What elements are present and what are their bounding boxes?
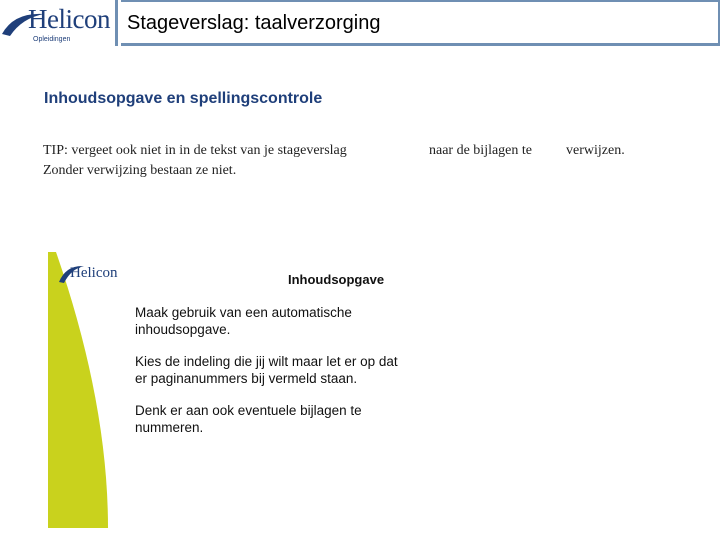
- slide-title: Inhoudsopgave: [288, 272, 385, 287]
- slide-paragraph: Kies de indeling die jij wilt maar let er op dat er paginanummers bij vermeld staan.: [135, 354, 398, 386]
- logo-text: Helicon: [28, 4, 110, 34]
- slide-paragraph: Denk er aan ook eventuele bijlagen te nummeren.: [135, 403, 362, 435]
- title-bar: [121, 0, 720, 46]
- header: [0, 0, 720, 46]
- logo-subtitle: Opleidingen: [33, 36, 71, 43]
- helicon-logo: [0, 0, 118, 46]
- tip-text-part2: naar de bijlagen te: [429, 143, 533, 158]
- tip-text-line2: Zonder verwijzing bestaan ze niet.: [43, 163, 237, 178]
- slide-paragraph: Maak gebruik van een automatische inhoudsopgave.: [135, 305, 352, 337]
- slide-body: [135, 304, 405, 451]
- section-heading: Inhoudsopgave en spellingscontrole: [44, 90, 323, 107]
- tip-text-part3: verwijzen.: [566, 143, 625, 158]
- page-title: Stageverslag: taalverzorging: [127, 12, 381, 34]
- slide-image: [48, 252, 410, 528]
- slide-logo-text: Helicon: [70, 265, 118, 281]
- tip-text-part1: TIP: vergeet ook niet in in de tekst van je stageverslag: [43, 143, 347, 158]
